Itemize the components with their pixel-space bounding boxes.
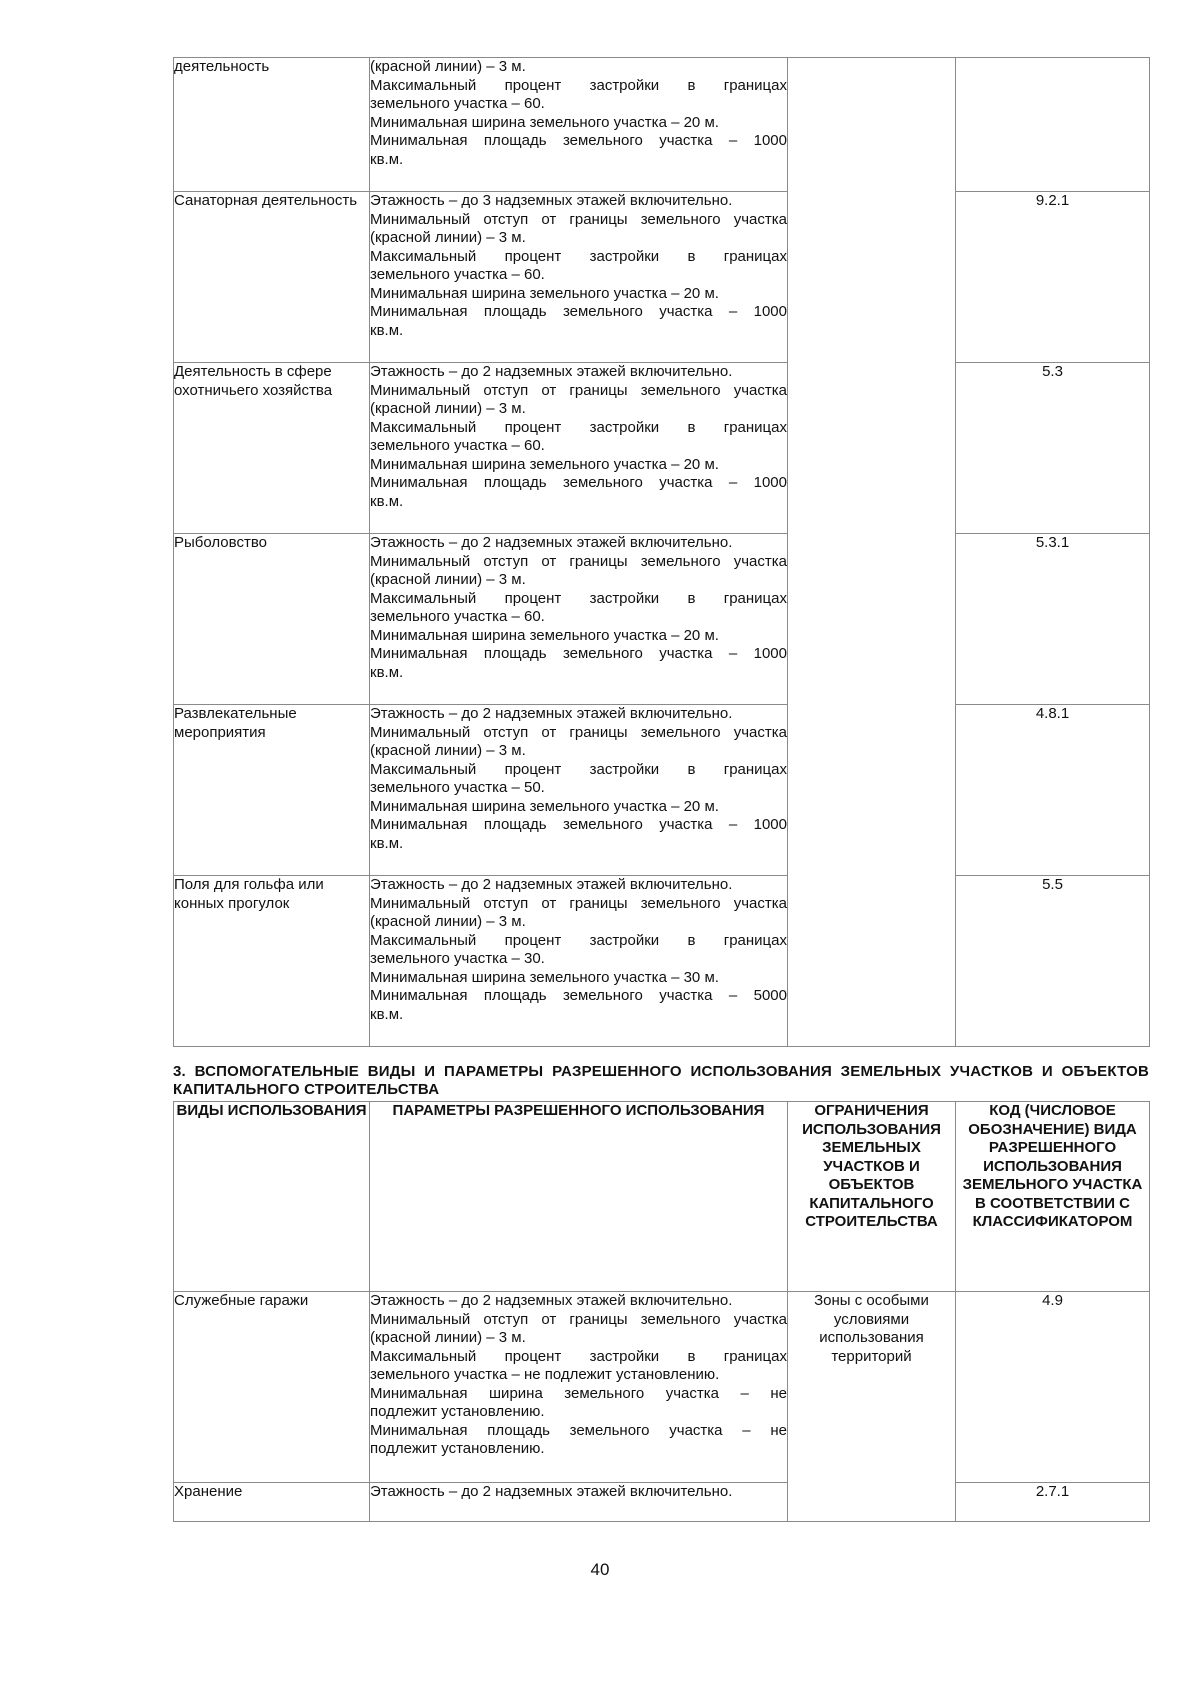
param-line: Минимальный отступ от границы земельного участка [370,1310,787,1328]
param-line: Минимальный отступ от границы земельного участка [370,210,787,228]
table-row [174,192,1150,363]
page-number: 40 [590,1560,610,1579]
usage-kind-cell: Служебные гаражи [174,1292,370,1483]
param-line: земельного участка – 60. [370,437,545,454]
param-line: Минимальная ширина земельного участка – 30 м. [370,968,719,986]
param-line: Этажность – до 2 надземных этажей включительно. [370,876,733,893]
param-line: Этажность – до 3 надземных этажей включительно. [370,192,733,209]
param-line: Минимальная ширина земельного участка – 20 м. [370,455,719,473]
param-line: (красной линии) – 3 м. [370,58,526,75]
usage-kind-cell: Развлекательные мероприятия [174,705,370,876]
param-line: Минимальная ширина земельного участка – 20 м. [370,797,719,815]
param-line: Минимальная ширина земельного участка – 20 м. [370,113,719,131]
param-line: Минимальная площадь земельного участка – 1000 [370,303,787,320]
param-line: земельного участка – 50. [370,779,545,796]
classifier-code-cell: 9.2.1 [956,192,1150,363]
continued-usage-table [173,57,1150,1047]
classifier-code-cell: 4.8.1 [956,705,1150,876]
param-line: кв.м. [370,150,404,168]
usage-kind-cell: Санаторная деятельность [174,192,370,363]
param-line: Минимальная площадь земельного участка – 5000 [370,987,787,1004]
table-row [174,1483,1150,1522]
param-line: (красной линии) – 3 м. [370,742,526,759]
param-line: кв.м. [370,321,404,339]
param-line: (красной линии) – 3 м. [370,1329,526,1346]
param-line: Этажность – до 2 надземных этажей включительно. [370,705,733,722]
param-line: Минимальная площадь земельного участка – не [370,1421,787,1439]
usage-params-cell [370,363,788,534]
param-line: земельного участка – 30. [370,950,545,967]
param-line: кв.м. [370,663,404,681]
param-line: земельного участка – 60. [370,266,545,283]
header-kinds: ВИДЫ ИСПОЛЬЗОВАНИЯ [174,1102,370,1292]
param-line: земельного участка – 60. [370,608,545,625]
param-line: подлежит установлению. [370,1440,545,1457]
param-line: Минимальный отступ от границы земельного участка [370,552,787,570]
param-line: (красной линии) – 3 м. [370,229,526,246]
usage-params-cell [370,534,788,705]
auxiliary-usage-table [173,1101,1150,1522]
param-line: Максимальный процент застройки в границах [370,247,787,265]
usage-params-cell [370,1292,788,1483]
param-line: Этажность – до 2 надземных этажей включительно. [370,1292,733,1309]
usage-params-cell [370,58,788,192]
param-line: Минимальная ширина земельного участка – 20 м. [370,626,719,644]
table-row [174,876,1150,1047]
param-line: Максимальный процент застройки в границах [370,1347,787,1365]
param-line: Максимальный процент застройки в границах [370,760,787,778]
usage-params-cell [370,876,788,1047]
header-code: КОД (ЧИСЛОВОЕ ОБОЗНАЧЕНИЕ) ВИДА РАЗРЕШЕННОГО ИСПОЛЬЗОВАНИЯ ЗЕМЕЛЬНОГО УЧАСТКА В СООТВЕТСТВИИ С КЛАССИФИКАТОРОМ [956,1102,1150,1292]
param-line: (красной линии) – 3 м. [370,571,526,588]
param-line: Минимальный отступ от границы земельного участка [370,381,787,399]
classifier-code-cell: 5.3 [956,363,1150,534]
header-params: ПАРАМЕТРЫ РАЗРЕШЕННОГО ИСПОЛЬЗОВАНИЯ [370,1102,788,1292]
param-line: кв.м. [370,1005,404,1023]
param-line: Максимальный процент застройки в границах [370,76,787,94]
param-line: подлежит установлению. [370,1403,545,1420]
param-line: Минимальная площадь земельного участка – 1000 [370,816,787,833]
param-line: Максимальный процент застройки в границах [370,589,787,607]
param-line: Максимальный процент застройки в границах [370,418,787,436]
usage-kind-cell: Рыболовство [174,534,370,705]
param-line: Минимальный отступ от границы земельного участка [370,894,787,912]
table-header-row [174,1102,1150,1292]
param-line: Минимальная ширина земельного участка – 20 м. [370,284,719,302]
restrictions-cell [788,58,956,1047]
param-line: Этажность – до 2 надземных этажей включительно. [370,363,733,380]
table-row [174,534,1150,705]
section-3-title: 3. ВСПОМОГАТЕЛЬНЫЕ ВИДЫ И ПАРАМЕТРЫ РАЗРЕШЕННОГО ИСПОЛЬЗОВАНИЯ ЗЕМЕЛЬНЫХ УЧАСТКОВ И ОБЪЕКТОВ КАПИТАЛЬНОГО СТРОИТЕЛЬСТВА [173,1063,1149,1098]
param-line: Этажность – до 2 надземных этажей включительно. [370,1483,733,1500]
param-line: земельного участка – 60. [370,95,545,112]
classifier-code-cell [956,58,1150,192]
classifier-code-cell: 4.9 [956,1292,1150,1483]
header-restrictions: ОГРАНИЧЕНИЯ ИСПОЛЬЗОВАНИЯ ЗЕМЕЛЬНЫХ УЧАСТКОВ И ОБЪЕКТОВ КАПИТАЛЬНОГО СТРОИТЕЛЬСТВА [788,1102,956,1292]
table-row [174,363,1150,534]
classifier-code-cell: 5.3.1 [956,534,1150,705]
param-line: Этажность – до 2 надземных этажей включительно. [370,534,733,551]
usage-params-cell [370,1483,788,1522]
usage-kind-cell: деятельность [174,58,370,192]
param-line: Максимальный процент застройки в границах [370,931,787,949]
param-line: Минимальный отступ от границы земельного участка [370,723,787,741]
param-line: Минимальная площадь земельного участка – 1000 [370,645,787,662]
table-row [174,705,1150,876]
table-row [174,1292,1150,1483]
table-row [174,58,1150,192]
usage-params-cell [370,192,788,363]
param-line: земельного участка – не подлежит установлению. [370,1366,720,1383]
classifier-code-cell: 2.7.1 [956,1483,1150,1522]
param-line: (красной линии) – 3 м. [370,913,526,930]
param-line: Минимальная площадь земельного участка – 1000 [370,132,787,149]
param-line: Минимальная площадь земельного участка – 1000 [370,474,787,491]
classifier-code-cell: 5.5 [956,876,1150,1047]
param-line: кв.м. [370,834,404,852]
usage-kind-cell: Деятельность в сфере охотничьего хозяйства [174,363,370,534]
usage-kind-cell: Поля для гольфа или конных прогулок [174,876,370,1047]
param-line: (красной линии) – 3 м. [370,400,526,417]
param-line: Минимальная ширина земельного участка – не [370,1384,787,1402]
restrictions-cell: Зоны с особыми условиями использования территорий [788,1292,956,1522]
usage-params-cell [370,705,788,876]
param-line: кв.м. [370,492,404,510]
usage-kind-cell: Хранение [174,1483,370,1522]
